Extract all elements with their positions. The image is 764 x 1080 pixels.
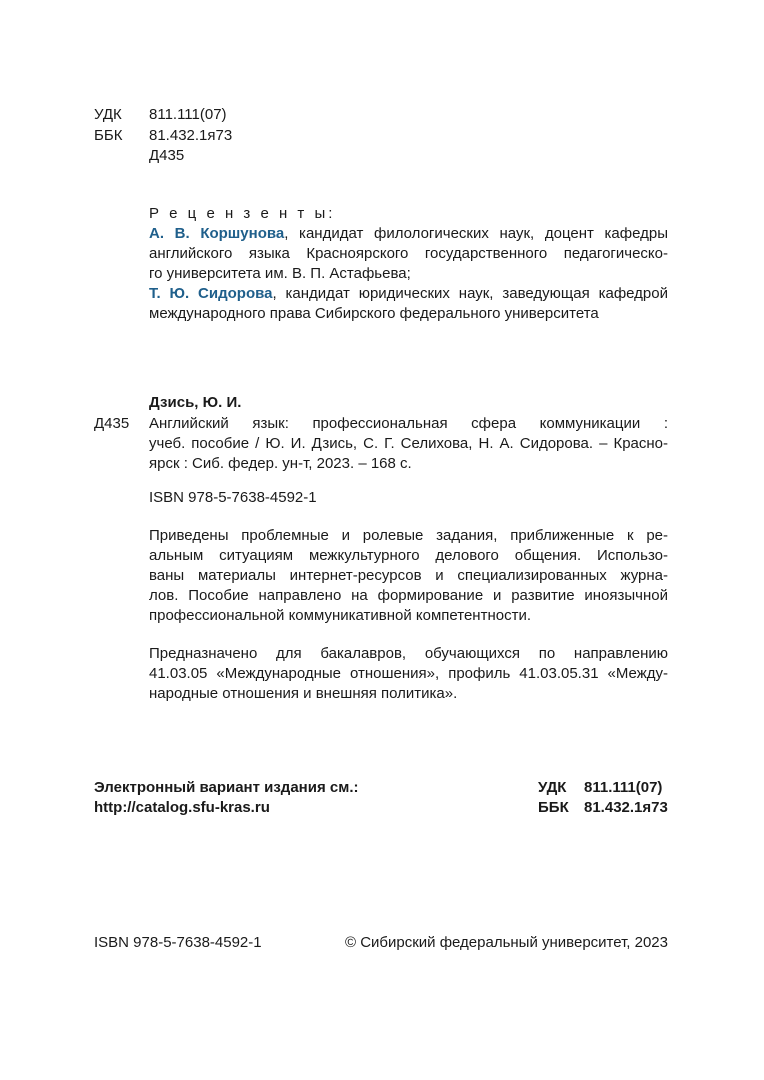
audience-block [149, 644, 668, 704]
footer-isbn: ISBN 978-5-7638-4592-1 [94, 934, 262, 951]
udk-value: 811.111(07) [149, 106, 227, 123]
record-line-2: учеб. пособие / Ю. И. Дзись, С. Г. Селихова, Н. А. Сидорова. – Красно- [149, 435, 668, 452]
abstract-line-1: Приведены проблемные и ролевые задания, приближенные к ре- [149, 527, 668, 544]
reviewer-1-name: А. В. Коршунова [149, 225, 285, 242]
record-isbn: ISBN 978-5-7638-4592-1 [149, 489, 317, 506]
reviewer-1-text-1: , кандидат филологических наук, доцент кафедры [284, 225, 668, 242]
reviewer-2-line-1 [149, 284, 668, 304]
electronic-udk-label: УДК [538, 779, 567, 796]
reviewers-heading: Р е ц е н з е н т ы: [149, 205, 336, 222]
reviewer-1-line-3: го университета им. В. П. Астафьева; [149, 265, 411, 282]
record-line-3: ярск : Сиб. федер. ун-т, 2023. – 168 с. [149, 455, 412, 472]
record-description [149, 414, 668, 474]
abstract-line-5: профессиональной коммуникативной компетентности. [149, 607, 531, 624]
electronic-bbk-value: 81.432.1я73 [584, 799, 668, 816]
abstract-line-4: лов. Пособие направлено на формирование и развитие иноязычной [149, 587, 668, 604]
abstract-line-2: альным ситуациям межкультурного делового общения. Использо- [149, 547, 668, 564]
reviewer-2-text-1: , кандидат юридических наук, заведующая кафедрой [272, 285, 668, 302]
electronic-edition-label: Электронный вариант издания см.: [94, 779, 359, 796]
bbk-value: 81.432.1я73 [149, 127, 233, 144]
audience-line-3: народные отношения и внешняя политика». [149, 685, 458, 702]
reviewer-2-line-2: международного права Сибирского федерального университета [149, 305, 599, 322]
electronic-edition-url[interactable]: http://catalog.sfu-kras.ru [94, 799, 270, 816]
audience-line-2: 41.03.05 «Международные отношения», профиль 41.03.05.31 «Между- [149, 665, 668, 682]
reviewer-1-line-2: английского языка Красноярского государственного педагогическо- [149, 245, 668, 262]
audience-line-1: Предназначено для бакалавров, обучающихся по направлению [149, 645, 668, 662]
abstract-line-3: ваны материалы интернет-ресурсов и специализированных журна- [149, 567, 668, 584]
record-mark: Д435 [94, 415, 130, 432]
footer-copyright: © Сибирский федеральный университет, 2023 [344, 934, 668, 951]
abstract-block [149, 526, 668, 626]
udk-label: УДК [94, 106, 122, 123]
reviewers-block [149, 204, 668, 324]
record-author: Дзись, Ю. И. [149, 394, 242, 411]
reviewer-2-name: Т. Ю. Сидорова [149, 285, 273, 302]
electronic-udk-value: 811.111(07) [584, 779, 663, 796]
electronic-bbk-label: ББК [538, 799, 569, 816]
record-line-1: Английский язык: профессиональная сфера коммуникации : [149, 415, 668, 432]
author-mark: Д435 [149, 147, 185, 164]
reviewer-1-line-1 [149, 224, 668, 244]
bbk-label: ББК [94, 127, 123, 144]
